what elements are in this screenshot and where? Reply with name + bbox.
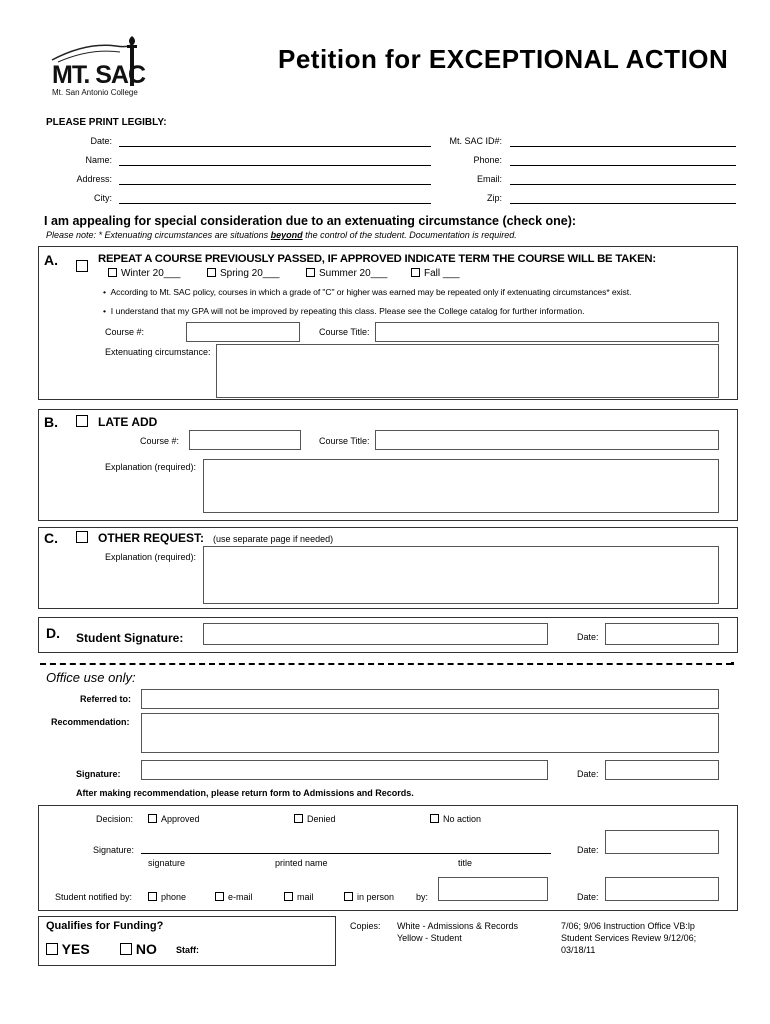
no-action-label: No action [443,814,482,824]
decision-signature-line[interactable] [141,853,551,854]
notified-mail-option[interactable] [284,892,314,902]
form-title: Petition for EXCEPTIONAL ACTION [278,44,729,74]
section-c-letter: C. [44,530,58,546]
notified-by-field[interactable] [438,877,548,901]
recommendation-label: Recommendation: [51,717,130,727]
denied-checkbox[interactable] [294,814,303,823]
b-course-num-label: Course #: [140,436,180,446]
phone-input-line[interactable] [510,165,736,166]
term-fall-label: Fall ___ [424,268,460,279]
section-c-heading: OTHER REQUEST: [98,531,205,545]
a-course-num-field[interactable] [186,322,300,342]
appeal-note-prefix: Please note: * Extenuating circumstances are situations [46,230,271,240]
copies-label: Copies: [350,921,381,931]
no-checkbox[interactable] [120,943,132,955]
policy-bullet-text: According to Mt. SAC policy, courses in which a grade of "C" or higher was earned may be repeated only if extenuating circumstances* exist. [110,287,632,297]
a-course-title-field[interactable] [375,322,719,342]
funding-no-label: NO [135,941,157,957]
office-signature-field[interactable] [141,760,548,780]
bullet-icon: • [103,306,111,316]
notified-mail-label: mail [297,892,314,902]
spring-checkbox[interactable] [207,268,216,277]
address-input-line[interactable] [119,184,431,185]
section-b-heading: LATE ADD [98,415,158,429]
term-fall[interactable] [411,268,460,279]
college-logo-text: MT. SAC [52,61,145,89]
referred-label: Referred to: [80,694,132,704]
notified-email-label: e-mail [228,892,253,902]
phone-checkbox[interactable] [148,892,157,901]
city-input-line[interactable] [119,203,431,204]
notified-in-person-option[interactable] [344,892,394,902]
date-input-line[interactable] [119,146,431,147]
approved-option[interactable] [148,814,200,824]
section-a-letter: A. [44,252,58,268]
student-date-field[interactable] [605,623,719,645]
notified-label: Student notified by: [55,892,133,902]
winter-checkbox[interactable] [108,268,117,277]
email-input-line[interactable] [510,184,736,185]
section-b-letter: B. [44,414,58,430]
notified-date-field[interactable] [605,877,719,901]
denied-option[interactable] [294,814,336,824]
funding-heading: Qualifies for Funding? [46,920,164,932]
separator-end-dot [731,662,734,665]
zip-input-line[interactable] [510,203,736,204]
email-checkbox[interactable] [215,892,224,901]
title-caption: title [458,858,473,868]
notified-date-label: Date: [577,892,599,902]
term-spring-label: Spring 20___ [220,268,280,279]
notified-phone-option[interactable] [148,892,186,902]
b-explanation-label: Explanation (required): [105,462,197,472]
c-explanation-field[interactable] [203,546,719,604]
bullet-icon: • [103,287,111,297]
b-course-title-field[interactable] [375,430,719,450]
b-course-num-field[interactable] [189,430,301,450]
a-course-title-label: Course Title: [319,327,370,337]
copies-white: White - Admissions & Records [397,921,519,931]
approved-checkbox[interactable] [148,814,157,823]
phone-label: Phone: [473,155,502,165]
student-id-label: Mt. SAC ID#: [449,136,502,146]
extenuating-field[interactable] [216,344,719,398]
notified-by-label: by: [416,892,429,902]
section-b-checkbox[interactable] [76,415,88,427]
decision-label: Decision: [96,814,134,824]
term-spring[interactable] [207,268,280,279]
college-logo-subtitle: Mt. San Antonio College [52,88,138,97]
signature-caption: signature [148,858,186,868]
print-legibly-instruction: PLEASE PRINT LEGIBLY: [46,117,167,128]
office-use-heading: Office use only: [46,670,136,685]
c-explanation-label: Explanation (required): [105,552,197,562]
notified-in-person-label: in person [357,892,395,902]
funding-yes-option[interactable] [46,941,90,957]
city-label: City: [94,193,112,203]
appeal-note-suffix: the control of the student. Documentation is required. [302,230,517,240]
appeal-note [46,230,517,240]
mail-checkbox[interactable] [284,892,293,901]
staff-label: Staff: [176,945,199,955]
notified-phone-label: phone [161,892,187,902]
name-input-line[interactable] [119,165,431,166]
decision-date-label: Date: [577,845,599,855]
return-note: After making recommendation, please return form to Admissions and Records. [76,788,414,798]
section-a-heading: REPEAT A COURSE PREVIOUSLY PASSED, IF APPROVED INDICATE TERM THE COURSE WILL BE TAKEN: [98,253,656,265]
student-signature-label: Student Signature: [76,631,184,645]
office-date-label: Date: [577,769,599,779]
yes-checkbox[interactable] [46,943,58,955]
b-explanation-field[interactable] [203,459,719,513]
a-course-num-label: Course #: [105,327,145,337]
date-label: Date: [90,136,112,146]
appeal-note-beyond: beyond [270,230,303,240]
student-id-input-line[interactable] [510,146,736,147]
funding-yes-label: YES [61,941,90,957]
term-summer[interactable] [306,268,387,279]
gpa-bullet-text: I understand that my GPA will not be improved by repeating this class. Please see the College catalog for further information. [110,306,585,316]
decision-date-field[interactable] [605,830,719,854]
office-separator [40,663,732,665]
funding-no-option[interactable] [120,941,157,957]
fall-checkbox[interactable] [411,268,420,277]
printed-name-caption: printed name [275,858,328,868]
notified-email-option[interactable] [215,892,253,902]
gpa-bullet [103,306,585,316]
revision-line-1: 7/06; 9/06 Instruction Office VB:lp [561,921,695,931]
student-signature-field[interactable] [203,623,548,645]
denied-label: Denied [307,814,336,824]
appeal-heading: I am appealing for special consideration due to an extenuating circumstance (check one): [44,214,577,228]
student-date-label: Date: [577,632,599,642]
name-label: Name: [85,155,112,165]
email-label: Email: [476,174,502,184]
term-winter[interactable] [108,268,180,279]
section-d-letter: D. [46,625,60,641]
recommendation-field[interactable] [141,713,719,753]
term-winter-label: Winter 20___ [121,268,181,279]
policy-bullet [103,287,631,297]
section-c-checkbox[interactable] [76,531,88,543]
term-summer-label: Summer 20___ [319,268,388,279]
copies-yellow: Yellow - Student [397,933,462,943]
no-action-checkbox[interactable] [430,814,439,823]
section-a-checkbox[interactable] [76,260,88,272]
approved-label: Approved [161,814,200,824]
office-signature-label: Signature: [76,769,121,779]
in-person-checkbox[interactable] [344,892,353,901]
section-c-hint: (use separate page if needed) [213,534,334,544]
no-action-option[interactable] [430,814,481,824]
decision-signature-label: Signature: [93,845,135,855]
office-date-field[interactable] [605,760,719,780]
revision-line-2: Student Services Review 9/12/06; [561,933,697,943]
referred-field[interactable] [141,689,719,709]
extenuating-label: Extenuating circumstance: [105,347,211,357]
zip-label: Zip: [486,193,502,203]
summer-checkbox[interactable] [306,268,315,277]
address-label: Address: [76,174,112,184]
b-course-title-label: Course Title: [319,436,370,446]
revision-line-3: 03/18/11 [561,945,596,955]
